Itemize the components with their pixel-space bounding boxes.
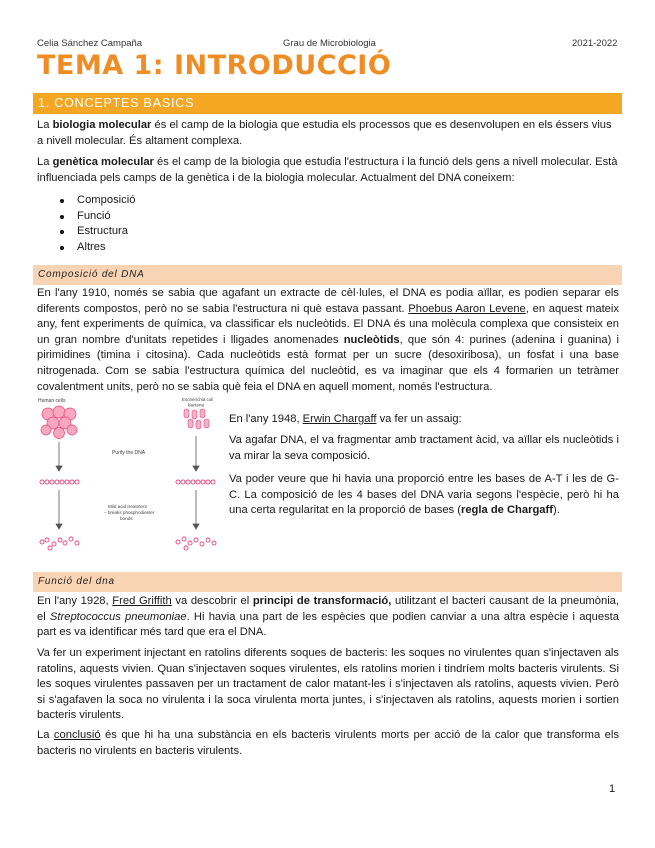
paragraph-griffith [37, 594, 619, 641]
list-item: Funció [57, 209, 135, 225]
p3-text-c: , que són 4: purines (adenina i guanina) i pirimidines (timina i citosina). Cada nucleòtids està format per un sucre (desoxiribosa), un fosfat i una base nitrogenada. Com se sabia l'estructura química del nucleòtid, es va imaginar que els 4 formarien un tetràmer covalentment units, però no se sabia què feia el DNA en aquell moment, només l'estructura. [37, 333, 619, 393]
p2-text-c: és el camp de la biologia que estudia l'estructura i la funció dels gens a nivell molecular. Està influenciada pels camps de la genètica i de la biologia molecular. Actualment del DNA coneixem: [37, 156, 618, 184]
paragraph-chargaff-method: Va agafar DNA, el va fragmentar amb tractament àcid, va aïllar els nucleòtids i va mirar la seva composició. [229, 434, 619, 462]
p3-text-a: En l'any 1910, només se sabia que agafant un extracte de cèl·lules, el DNA es podia aïllar, es podien separar els diferents compostos, però no se sabia l'estructura ni què estava passant. [37, 287, 619, 315]
p7-text-d: . Hi havia una part de les espècies que podien canviar a una altra espècie i aquesta part es va identificar més tard que era el DNA. [37, 610, 620, 639]
section-heading: 1. CONCEPTES BASICS [38, 96, 195, 110]
p6-text-a: Va poder veure que hi havia una proporció entre les bases de A-T i les de G-C. La composició de les 4 bases del DNA varia segons l'espècie, però hi ha una certa regularitat en la proporció de bases ( [229, 473, 619, 517]
human-cells-icon [41, 406, 77, 439]
header-course: Grau de Microbiologia [283, 38, 376, 49]
p2-term: genètica molecular [52, 156, 154, 168]
p6-term: regla de Chargaff [460, 504, 553, 517]
list-item: Composició [57, 193, 135, 209]
p2-text-a: La [37, 156, 53, 168]
figure-label-mild: Mild acid treatment – breaks phosphodiester bonds [104, 504, 155, 521]
link-levene[interactable]: Phoebus Aaron Levene [408, 302, 526, 315]
link-conclusio[interactable]: conclusió [53, 729, 101, 741]
p7-term: principi de transformació, [252, 595, 392, 607]
page-title: TEMA 1: INTRODUCCIÓ [37, 50, 392, 81]
page-number: 1 [609, 783, 616, 795]
paragraph-conclusio [37, 728, 619, 759]
figure-label-human: Human cells [38, 398, 66, 404]
nucleotides-icon [40, 537, 216, 550]
paragraph-composicio [37, 286, 619, 395]
p9-text-a: La [37, 729, 54, 741]
link-griffith[interactable]: Fred Griffith [112, 595, 172, 607]
p7-text-b: va descobrir el [171, 595, 253, 607]
p7-text-c: utilitzant el bacteri causant de la pneumònia, el [37, 595, 620, 623]
paragraph-experiment: Va fer un experiment injectant en ratolins diferents soques de bacteris: les soques no virulentes quan s'injectaven als ratolins, aquests vivien. Quan s'injectaven soques virulentes, els ratolins morien i tindríem molts bacteris virulents. Si les soques virulentes passaven per un tractament de calor matant-les i s'injectaven als ratolins, aquests vivien. Però si s'agafaven la soca no virulenta i la soca virulenta morta juntes, i s'injectaven als ratolins, aquests morien i sortien bacteris virulents. [37, 647, 619, 722]
subsection-heading-composicio: Composició del DNA [38, 269, 145, 280]
paragraph-biologia-molecular [37, 118, 619, 149]
list-item: Altres [57, 240, 135, 256]
chargaff-figure [34, 392, 224, 560]
header-author: Celia Sánchez Campaña [37, 38, 143, 49]
bullet-list [57, 193, 135, 255]
paragraph-chargaff-intro [229, 412, 619, 428]
subsection-band-composicio [33, 265, 622, 285]
p1-text-c: és el camp de la biologia que estudia els processos que es desenvolupen en els éssers vius a nivell molecular. És altament complexa. [37, 119, 612, 147]
p4-text-a: En l'any 1948, [229, 413, 303, 425]
section-heading-band [33, 93, 622, 114]
paragraph-chargaff-result [229, 472, 619, 519]
dna-chain-icon [40, 480, 215, 484]
p7-text-a: En l'any 1928, [37, 595, 113, 607]
p1-text-a: La [37, 119, 53, 131]
p6-text-b: ). [552, 504, 560, 517]
list-item: Estructura [57, 224, 135, 240]
figure-label-ecoli: Escherichia coli bacteria [182, 397, 214, 408]
p1-term: biologia molecular [52, 119, 152, 131]
header-year: 2021-2022 [572, 38, 618, 49]
paragraph-genetica-molecular [37, 155, 619, 186]
bacteria-icon [184, 409, 209, 429]
p4-text-b: va fer un assaig: [376, 413, 462, 425]
link-chargaff[interactable]: Erwin Chargaff [302, 413, 377, 425]
p7-species: Streptococcus pneumoniae [49, 610, 187, 623]
figure-label-purify: Purify the DNA [112, 450, 146, 456]
p3-text-b: , en aquest mateix any, fent experiments de química, va classificar els nucleòtids. El DNA és una molècula complexa que consisteix en un gran nombre d'unitats repetides i lligades anomenades [37, 302, 619, 346]
p3-term: nucleòtids [343, 333, 400, 346]
p9-text-b: és que hi ha una substància en els bacteris virulents morts per acció de la calor que transforma els bacteris no virulents en bacteris virulents. [37, 729, 619, 757]
subsection-heading-funcio: Funció del dna [38, 576, 115, 587]
subsection-band-funcio [33, 572, 622, 592]
